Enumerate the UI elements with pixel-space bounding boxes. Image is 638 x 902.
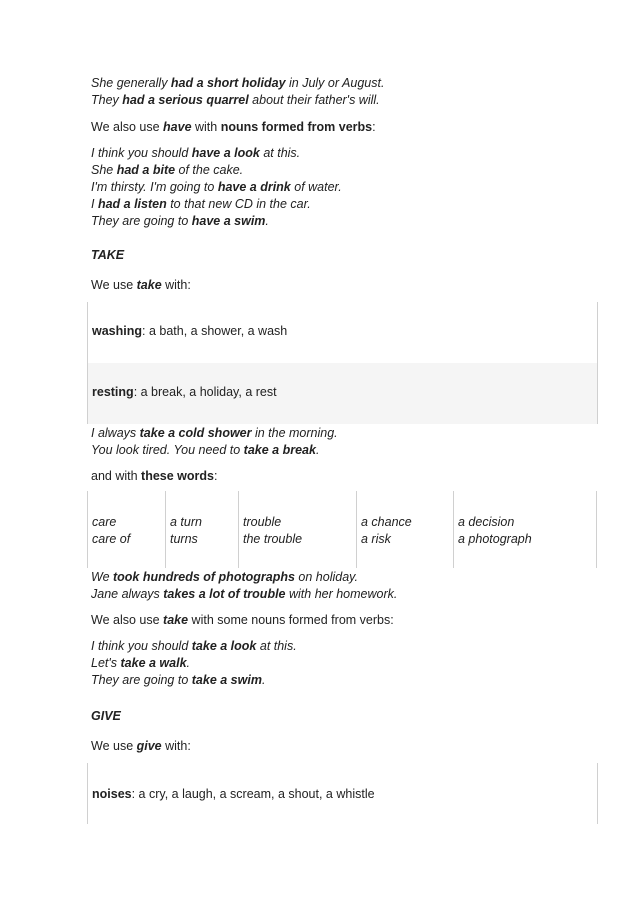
example-line: I always take a cold shower in the morning. [91, 426, 338, 440]
example-line: They had a serious quarrel about their father's will. [91, 93, 380, 107]
have-examples-top [91, 75, 384, 109]
example-line: We took hundreds of photographs on holiday. [91, 570, 358, 584]
take-usage-table [87, 302, 598, 424]
example-line: I had a listen to that new CD in the car. [91, 197, 311, 211]
word-column: trouble the trouble [238, 491, 357, 568]
take-examples-2 [91, 569, 397, 603]
example-line: I think you should have a look at this. [91, 146, 301, 160]
table-row: washing: a bath, a shower, a wash [88, 302, 597, 363]
take-examples-1 [91, 425, 338, 459]
example-line: They are going to take a swim. [91, 673, 266, 687]
example-line: I'm thirsty. I'm going to have a drink of water. [91, 180, 342, 194]
have-noun-examples [91, 145, 342, 230]
word-column: care care of [87, 491, 166, 568]
have-nouns-intro: We also use have with nouns formed from verbs: [91, 120, 376, 134]
word-column: a chance a risk [356, 491, 454, 568]
example-line: I think you should take a look at this. [91, 639, 297, 653]
give-usage-table [87, 763, 598, 824]
example-line: Let's take a walk. [91, 656, 190, 670]
example-line: You look tired. You need to take a break. [91, 443, 320, 457]
take-examples-3 [91, 638, 297, 689]
word-column: a decision a photograph [453, 491, 597, 568]
take-words-table [87, 491, 596, 568]
give-intro: We use give with: [91, 739, 191, 753]
take-heading: TAKE [91, 248, 125, 262]
take-nouns-intro: We also use take with some nouns formed from verbs: [91, 613, 394, 627]
example-line: They are going to have a swim. [91, 214, 269, 228]
give-heading: GIVE [91, 709, 121, 723]
example-line: Jane always takes a lot of trouble with her homework. [91, 587, 398, 601]
example-line: She generally had a short holiday in July or August. [91, 76, 385, 90]
table-row: resting: a break, a holiday, a rest [88, 363, 597, 424]
take-intro: We use take with: [91, 278, 191, 292]
table-row: noises: a cry, a laugh, a scream, a shout, a whistle [88, 763, 597, 824]
word-column: a turn turns [165, 491, 239, 568]
take-words-intro: and with these words: [91, 469, 218, 483]
example-line: She had a bite of the cake. [91, 163, 244, 177]
